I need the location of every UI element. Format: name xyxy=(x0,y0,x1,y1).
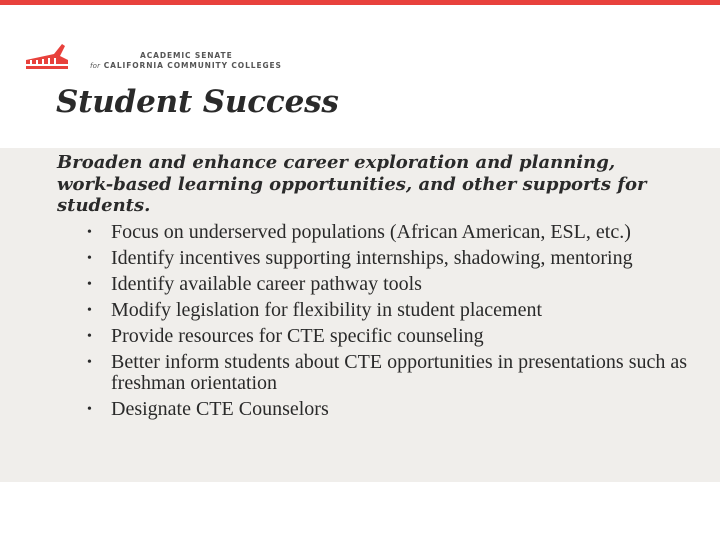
logo-line-2-main: CALIFORNIA COMMUNITY COLLEGES xyxy=(103,61,282,70)
bullet-list xyxy=(87,222,687,425)
bullet-dot-icon: • xyxy=(87,402,92,417)
bullet-dot-icon: • xyxy=(87,251,92,266)
top-accent-bar xyxy=(0,0,720,5)
bullet-item xyxy=(87,326,687,347)
bullet-text: Provide resources for CTE specific counseling xyxy=(111,325,484,347)
logo-for: for xyxy=(90,62,101,70)
bullet-item xyxy=(87,352,687,394)
logo-line-2 xyxy=(90,61,282,71)
bullet-text: Identify available career pathway tools xyxy=(111,273,422,295)
academic-senate-logo xyxy=(24,40,304,76)
bullet-dot-icon: • xyxy=(87,303,92,318)
bullet-text: Focus on underserved populations (African American, ESL, etc.) xyxy=(111,221,631,243)
bullet-item xyxy=(87,300,687,321)
bullet-dot-icon: • xyxy=(87,277,92,292)
bullet-dot-icon: • xyxy=(87,329,92,344)
bullet-dot-icon: • xyxy=(87,225,92,240)
slide-title: Student Success xyxy=(56,84,339,120)
logo-line-1: ACADEMIC SENATE xyxy=(140,51,233,60)
bullet-dot-icon: • xyxy=(87,355,92,370)
bullet-text: Identify incentives supporting internships, shadowing, mentoring xyxy=(111,247,633,269)
bullet-text: Better inform students about CTE opportunities in presentations such as freshman orientation xyxy=(111,351,688,394)
bullet-item xyxy=(87,222,687,243)
bullet-item xyxy=(87,274,687,295)
intro-text: Broaden and enhance career exploration and planning, work-based learning opportunities, and other supports for students. xyxy=(57,152,647,216)
bullet-text: Designate CTE Counselors xyxy=(111,398,329,420)
bullet-item xyxy=(87,248,687,269)
senate-building-icon xyxy=(24,40,70,74)
bullet-text: Modify legislation for flexibility in student placement xyxy=(111,299,543,321)
bullet-item xyxy=(87,399,687,420)
logo-wordmark xyxy=(90,51,282,71)
